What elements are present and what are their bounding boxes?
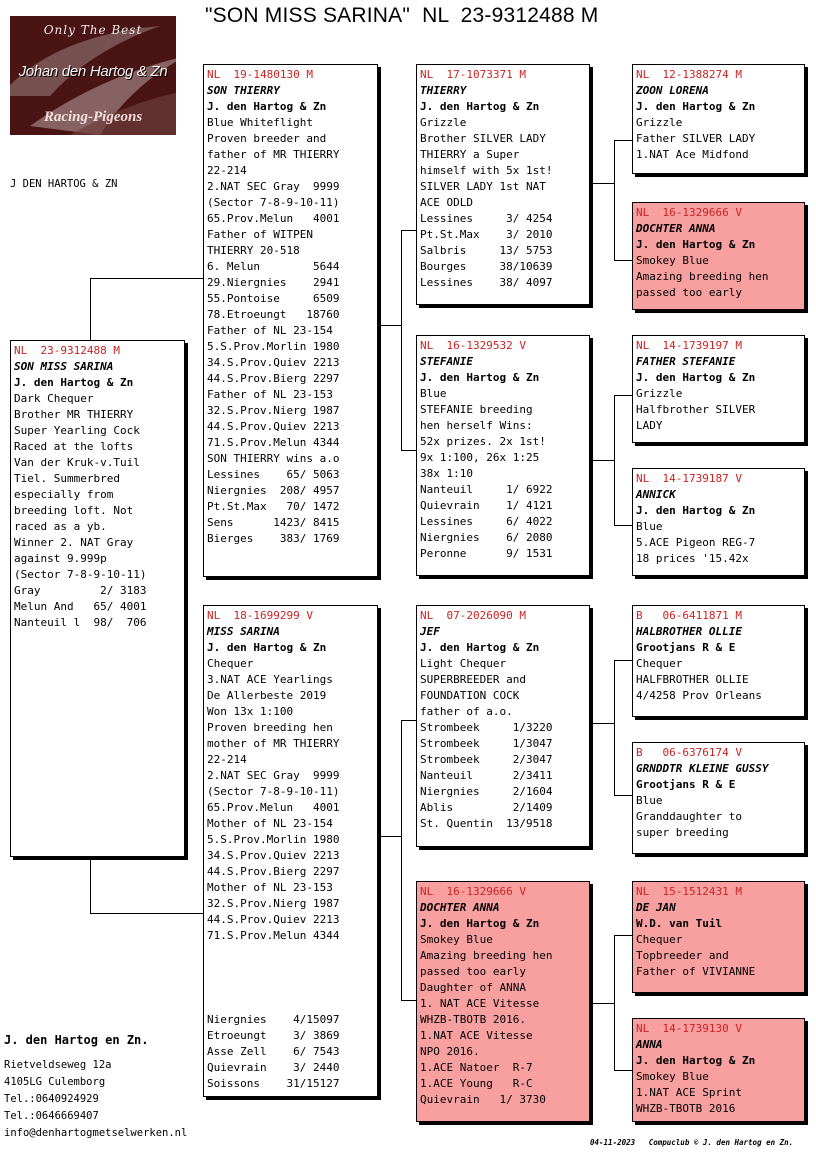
info-line: SON THIERRY wins a.o xyxy=(207,452,340,465)
info-line: Won 13x 1:100 xyxy=(207,705,294,718)
info-line: Brother MR THIERRY xyxy=(14,408,134,421)
info-line: 29.Niergnies 2941 xyxy=(207,276,340,289)
info-line: Pt.St.Max 3/ 2010 xyxy=(420,228,553,241)
breeder-name: J. den Hartog & Zn xyxy=(420,100,540,113)
connector-line xyxy=(377,325,401,326)
page-title: "SON MISS SARINA" NL 23-9312488 M xyxy=(205,4,599,27)
info-line: Father SILVER LADY xyxy=(636,132,756,145)
connector-line xyxy=(589,723,614,724)
breeder-name: J. den Hartog & Zn xyxy=(636,504,756,517)
info-line: Gray 2/ 3183 xyxy=(14,584,147,597)
logo-name: Johan den Hartog & Zn xyxy=(18,63,168,80)
info-line: Proven breeder and xyxy=(207,132,327,145)
info-line: 38x 1:10 xyxy=(420,467,473,480)
info-line: Proven breeding hen xyxy=(207,721,333,734)
info-line: passed too early xyxy=(636,286,742,299)
info-line: 2.NAT SEC Gray 9999 xyxy=(207,180,340,193)
info-line: 34.S.Prov.Quiev 2213 xyxy=(207,849,340,862)
pigeon-name: MISS SARINA xyxy=(207,625,280,638)
info-line: 52x prizes. 2x 1st! xyxy=(420,435,546,448)
pigeon-name: ZOON LORENA xyxy=(636,84,709,97)
info-line: Light Chequer xyxy=(420,657,507,670)
info-line: Blue xyxy=(636,520,663,533)
info-line: 5.S.Prov.Morlin 1980 xyxy=(207,833,340,846)
info-line: 78.Etroeungt 18760 xyxy=(207,308,340,321)
info-line: Blue xyxy=(636,794,663,807)
info-line: St. Quentin 13/9518 xyxy=(420,817,553,830)
connector-line xyxy=(589,183,614,184)
breeder-name: J. den Hartog & Zn xyxy=(207,100,327,113)
info-line: Chequer xyxy=(636,933,683,946)
pigeon-name: STEFANIE xyxy=(420,355,473,368)
logo-tagline: Only The Best xyxy=(43,23,143,37)
pigeon-card-sdd[interactable] xyxy=(632,468,805,576)
info-line: Salbris 13/ 5753 xyxy=(420,244,553,257)
info-line: Strombeek 2/3047 xyxy=(420,753,553,766)
pigeon-name: SON THIERRY xyxy=(207,84,280,97)
footer-phone-1: Tel.:0640924929 xyxy=(4,1093,99,1105)
info-line: Granddaughter to xyxy=(636,810,742,823)
breeder-name: J. den Hartog & Zn xyxy=(636,100,756,113)
info-line: Peronne 9/ 1531 xyxy=(420,547,553,560)
info-line: 9x 1:100, 26x 1:25 xyxy=(420,451,540,464)
info-line: Strombeek 1/3220 xyxy=(420,721,553,734)
pigeon-card-ddd[interactable] xyxy=(632,1018,805,1122)
connector-line xyxy=(90,856,91,914)
info-line: Father of NL 23-153 xyxy=(207,388,333,401)
info-line: NPO 2016. xyxy=(420,1045,480,1058)
info-line: Nanteuil 1/ 6922 xyxy=(420,483,553,496)
ring-number: NL 17-1073371 M xyxy=(420,68,526,81)
connector-line xyxy=(90,278,91,340)
connector-line xyxy=(614,935,633,936)
connector-line xyxy=(589,460,614,461)
pigeon-card-dss[interactable] xyxy=(632,605,805,717)
info-line: Melun And 65/ 4001 xyxy=(14,600,147,613)
info-line: hen herself Wins: xyxy=(420,419,533,432)
info-line: Brother SILVER LADY xyxy=(420,132,546,145)
pigeon-card-subject[interactable] xyxy=(10,340,185,857)
pigeon-name: FATHER STEFANIE xyxy=(636,355,736,368)
result-line: Quievrain 3/ 2440 xyxy=(207,1061,340,1074)
connector-line xyxy=(614,795,633,796)
pigeon-name: ANNICK xyxy=(636,488,676,501)
result-line: Soissons 31/15127 xyxy=(207,1077,340,1090)
info-line: Chequer xyxy=(636,657,683,670)
info-line: 65.Prov.Melun 4001 xyxy=(207,801,340,814)
pigeon-card-sire-sire[interactable] xyxy=(416,64,590,305)
info-line: 1.NAT ACE Sprint xyxy=(636,1086,742,1099)
footer-address: Rietveldseweg 12a xyxy=(4,1059,112,1071)
connector-line xyxy=(401,450,417,451)
info-line: Winner 2. NAT Gray xyxy=(14,536,134,549)
connector-line xyxy=(614,935,615,1070)
info-line: Tiel. Summerbred xyxy=(14,472,120,485)
result-line: Etroeungt 3/ 3869 xyxy=(207,1029,340,1042)
info-line: SUPERBREEDER and xyxy=(420,673,526,686)
info-line: 44.S.Prov.Bierg 2297 xyxy=(207,372,340,385)
pigeon-card-sss[interactable] xyxy=(632,64,805,174)
info-line: Quievrain 1/ 3730 xyxy=(420,1093,546,1106)
info-line: Chequer xyxy=(207,657,254,670)
breeder-name: J. den Hartog & Zn xyxy=(636,371,756,384)
info-line: Smokey Blue xyxy=(636,254,709,267)
info-line: Topbreeder and xyxy=(636,949,729,962)
footer-phone-2: Tel.:0646669407 xyxy=(4,1110,99,1122)
info-line: Grizzle xyxy=(420,116,467,129)
info-line: father of MR THIERRY xyxy=(207,148,340,161)
pigeon-card-sds[interactable] xyxy=(632,335,805,443)
connector-line xyxy=(614,260,633,261)
info-line: Mother of NL 23-153 xyxy=(207,881,333,894)
ring-number: NL 14-1739130 V xyxy=(636,1022,742,1035)
info-line: WHZB-TBOTB 2016. xyxy=(420,1013,526,1026)
info-line: 1.ACE Young R-C xyxy=(420,1077,533,1090)
info-line: Dark Chequer xyxy=(14,392,94,405)
pigeon-card-dam[interactable] xyxy=(203,605,378,1097)
result-line: Niergnies 4/15097 xyxy=(207,1013,340,1026)
pigeon-card-dds[interactable] xyxy=(632,881,805,993)
pigeon-name: DE JAN xyxy=(636,901,676,914)
ring-number: B 06-6376174 V xyxy=(636,746,742,759)
pigeon-name: JEF xyxy=(420,625,440,638)
breeder-name: J. den Hartog & Zn xyxy=(636,238,756,251)
info-line: Smokey Blue xyxy=(420,933,493,946)
info-line: 22-214 xyxy=(207,164,247,177)
breeder-name: J. den Hartog & Zn xyxy=(14,376,134,389)
info-line: 1.NAT ACE Vitesse xyxy=(420,1029,533,1042)
info-line: Super Yearling Cock xyxy=(14,424,140,437)
info-line: breeding loft. Not xyxy=(14,504,134,517)
connector-line xyxy=(614,660,633,661)
pigeon-name: HALBROTHER OLLIE xyxy=(636,625,742,638)
ring-number: NL 23-9312488 M xyxy=(14,344,120,357)
breeder-name: J. den Hartog & Zn xyxy=(420,371,540,384)
ring-number: NL 14-1739197 M xyxy=(636,339,742,352)
info-line: STEFANIE breeding xyxy=(420,403,533,416)
info-line: THIERRY 20-518 xyxy=(207,244,300,257)
pigeon-card-dam-dam[interactable] xyxy=(416,881,590,1122)
info-line: Quievrain 1/ 4121 xyxy=(420,499,553,512)
info-line: WHZB-TBOTB 2016 xyxy=(636,1102,736,1115)
footer-email[interactable]: info@denhartogmetselwerken.nl xyxy=(4,1127,188,1139)
info-line: father of a.o. xyxy=(420,705,513,718)
info-line: FOUNDATION COCK xyxy=(420,689,520,702)
ring-number: NL 15-1512431 M xyxy=(636,885,742,898)
breeder-name: J. den Hartog & Zn xyxy=(420,641,540,654)
connector-line xyxy=(614,140,615,260)
pigeon-card-sire[interactable] xyxy=(203,64,378,577)
info-line: THIERRY a Super xyxy=(420,148,520,161)
info-line: Father of VIVIANNE xyxy=(636,965,756,978)
connector-line xyxy=(614,395,615,525)
info-line: Amazing breeding hen xyxy=(420,949,553,962)
connector-line xyxy=(401,1000,417,1001)
info-line: 65.Prov.Melun 4001 xyxy=(207,212,340,225)
info-line: Grizzle xyxy=(636,387,683,400)
info-line: himself with 5x 1st! xyxy=(420,164,553,177)
info-line: Niergnies 208/ 4957 xyxy=(207,484,340,497)
info-line: 6. Melun 5644 xyxy=(207,260,340,273)
connector-line xyxy=(614,660,615,795)
info-line: Smokey Blue xyxy=(636,1070,709,1083)
connector-line xyxy=(401,230,417,231)
info-line: ACE ODLD xyxy=(420,196,473,209)
breeder-name: Grootjans R & E xyxy=(636,778,736,791)
pigeon-name: SON MISS SARINA xyxy=(14,360,114,373)
info-line: 5.S.Prov.Morlin 1980 xyxy=(207,340,340,353)
info-line: 44.S.Prov.Quiev 2213 xyxy=(207,420,340,433)
info-line: 5.ACE Pigeon REG-7 xyxy=(636,536,756,549)
info-line: 32.S.Prov.Nierg 1987 xyxy=(207,897,340,910)
info-line: 32.S.Prov.Nierg 1987 xyxy=(207,404,340,417)
compuclub-credit: 04-11-2023 Compuclub © J. den Hartog en Zn. xyxy=(590,1138,794,1147)
footer-city: 4105LG Culemborg xyxy=(4,1076,106,1088)
info-line: Mother of NL 23-154 xyxy=(207,817,333,830)
owner-name-top: J DEN HARTOG & ZN xyxy=(10,178,118,190)
info-line: Nanteuil l 98/ 706 xyxy=(14,616,147,629)
info-line: 1.ACE Natoer R-7 xyxy=(420,1061,533,1074)
info-line: passed too early xyxy=(420,965,526,978)
info-line: 44.S.Prov.Bierg 2297 xyxy=(207,865,340,878)
breeder-name: Grootjans R & E xyxy=(636,641,736,654)
pigeon-card-sire-dam[interactable] xyxy=(416,335,590,576)
info-line: 22-214 xyxy=(207,753,247,766)
info-line: Sens 1423/ 8415 xyxy=(207,516,340,529)
info-line: 3.NAT ACE Yearlings xyxy=(207,673,333,686)
info-line: Nanteuil 2/3411 xyxy=(420,769,553,782)
info-line: (Sector 7-8-9-10-11) xyxy=(14,568,147,581)
info-line: especially from xyxy=(14,488,114,501)
result-line: Asse Zell 6/ 7543 xyxy=(207,1045,340,1058)
info-line: Pt.St.Max 70/ 1472 xyxy=(207,500,340,513)
info-line: 44.S.Prov.Quiev 2213 xyxy=(207,913,340,926)
info-line: LADY xyxy=(636,419,663,432)
spacer xyxy=(207,944,374,1012)
pigeon-name: GRNDDTR KLEINE GUSSY xyxy=(636,762,769,775)
info-line: 55.Pontoise 6509 xyxy=(207,292,340,305)
pigeon-name: DOCHTER ANNA xyxy=(420,901,500,914)
info-line: Raced at the lofts xyxy=(14,440,134,453)
info-line: (Sector 7-8-9-10-11) xyxy=(207,785,340,798)
footer-contact xyxy=(4,1032,187,1142)
info-line: Lessines 65/ 5063 xyxy=(207,468,340,481)
connector-line xyxy=(614,395,633,396)
connector-line xyxy=(401,230,402,450)
pigeon-name: ANNA xyxy=(636,1038,663,1051)
ring-number: NL 18-1699299 V xyxy=(207,609,313,622)
ring-number: NL 16-1329666 V xyxy=(636,206,742,219)
pigeon-card-dam-sire[interactable] xyxy=(416,605,590,847)
ring-number: NL 16-1329532 V xyxy=(420,339,526,352)
info-line: Bourges 38/10639 xyxy=(420,260,553,273)
breeder-name: J. den Hartog & Zn xyxy=(636,1054,756,1067)
pigeon-card-ssd[interactable] xyxy=(632,202,805,310)
pigeon-name: THIERRY xyxy=(420,84,467,97)
info-line: 71.S.Prov.Melun 4344 xyxy=(207,929,340,942)
ring-number: NL 12-1388274 M xyxy=(636,68,742,81)
info-line: super breeding xyxy=(636,826,729,839)
logo-subtitle: Racing-Pigeons xyxy=(43,109,143,125)
info-line: Ablis 2/1409 xyxy=(420,801,553,814)
connector-line xyxy=(614,1070,633,1071)
info-line: Blue Whiteflight xyxy=(207,116,313,129)
info-line: 71.S.Prov.Melun 4344 xyxy=(207,436,340,449)
info-line: Blue xyxy=(420,387,447,400)
ring-number: NL 16-1329666 V xyxy=(420,885,526,898)
info-line: Grizzle xyxy=(636,116,683,129)
connector-line xyxy=(614,140,633,141)
info-line: Halfbrother SILVER xyxy=(636,403,756,416)
info-line: 1.NAT Ace Midfond xyxy=(636,148,749,161)
info-line: Niergnies 6/ 2080 xyxy=(420,531,553,544)
info-line: De Allerbeste 2019 xyxy=(207,689,327,702)
info-line: (Sector 7-8-9-10-11) xyxy=(207,196,340,209)
connector-line xyxy=(90,913,204,914)
pigeon-name: DOCHTER ANNA xyxy=(636,222,716,235)
connector-line xyxy=(589,1003,614,1004)
connector-line xyxy=(90,278,204,279)
breeder-name: W.D. van Tuil xyxy=(636,917,723,930)
info-line: against 9.999p xyxy=(14,552,107,565)
breeder-name: J. den Hartog & Zn xyxy=(207,641,327,654)
connector-line xyxy=(401,720,402,1000)
info-line: 1. NAT ACE Vitesse xyxy=(420,997,540,1010)
pigeon-card-dsd[interactable] xyxy=(632,742,805,854)
ring-number: B 06-6411871 M xyxy=(636,609,742,622)
info-line: Daughter of ANNA xyxy=(420,981,526,994)
info-line: 4/4258 Prov Orleans xyxy=(636,689,762,702)
info-line: 2.NAT SEC Gray 9999 xyxy=(207,769,340,782)
ring-number: NL 19-1480130 M xyxy=(207,68,313,81)
info-line: HALFBROTHER OLLIE xyxy=(636,673,749,686)
info-line: Lessines 3/ 4254 xyxy=(420,212,553,225)
ring-number: NL 14-1739187 V xyxy=(636,472,742,485)
ring-number: NL 07-2026090 M xyxy=(420,609,526,622)
info-line: Lessines 6/ 4022 xyxy=(420,515,553,528)
info-line: mother of MR THIERRY xyxy=(207,737,340,750)
info-line: Van der Kruk-v.Tuil xyxy=(14,456,140,469)
connector-line xyxy=(377,836,401,837)
info-line: Lessines 38/ 4097 xyxy=(420,276,553,289)
info-line: 34.S.Prov.Quiev 2213 xyxy=(207,356,340,369)
connector-line xyxy=(401,720,417,721)
breeder-name: J. den Hartog & Zn xyxy=(420,917,540,930)
info-line: Bierges 383/ 1769 xyxy=(207,532,340,545)
footer-owner-name: J. den Hartog en Zn. xyxy=(4,1033,149,1047)
logo xyxy=(10,16,176,135)
info-line: Strombeek 1/3047 xyxy=(420,737,553,750)
info-line: Niergnies 2/1604 xyxy=(420,785,553,798)
info-line: 18 prices '15.42x xyxy=(636,552,749,565)
connector-line xyxy=(614,525,633,526)
info-line: Father of WITPEN xyxy=(207,228,313,241)
info-line: Amazing breeding hen xyxy=(636,270,769,283)
info-line: raced as a yb. xyxy=(14,520,107,533)
info-line: SILVER LADY 1st NAT xyxy=(420,180,546,193)
info-line: Father of NL 23-154 xyxy=(207,324,333,337)
